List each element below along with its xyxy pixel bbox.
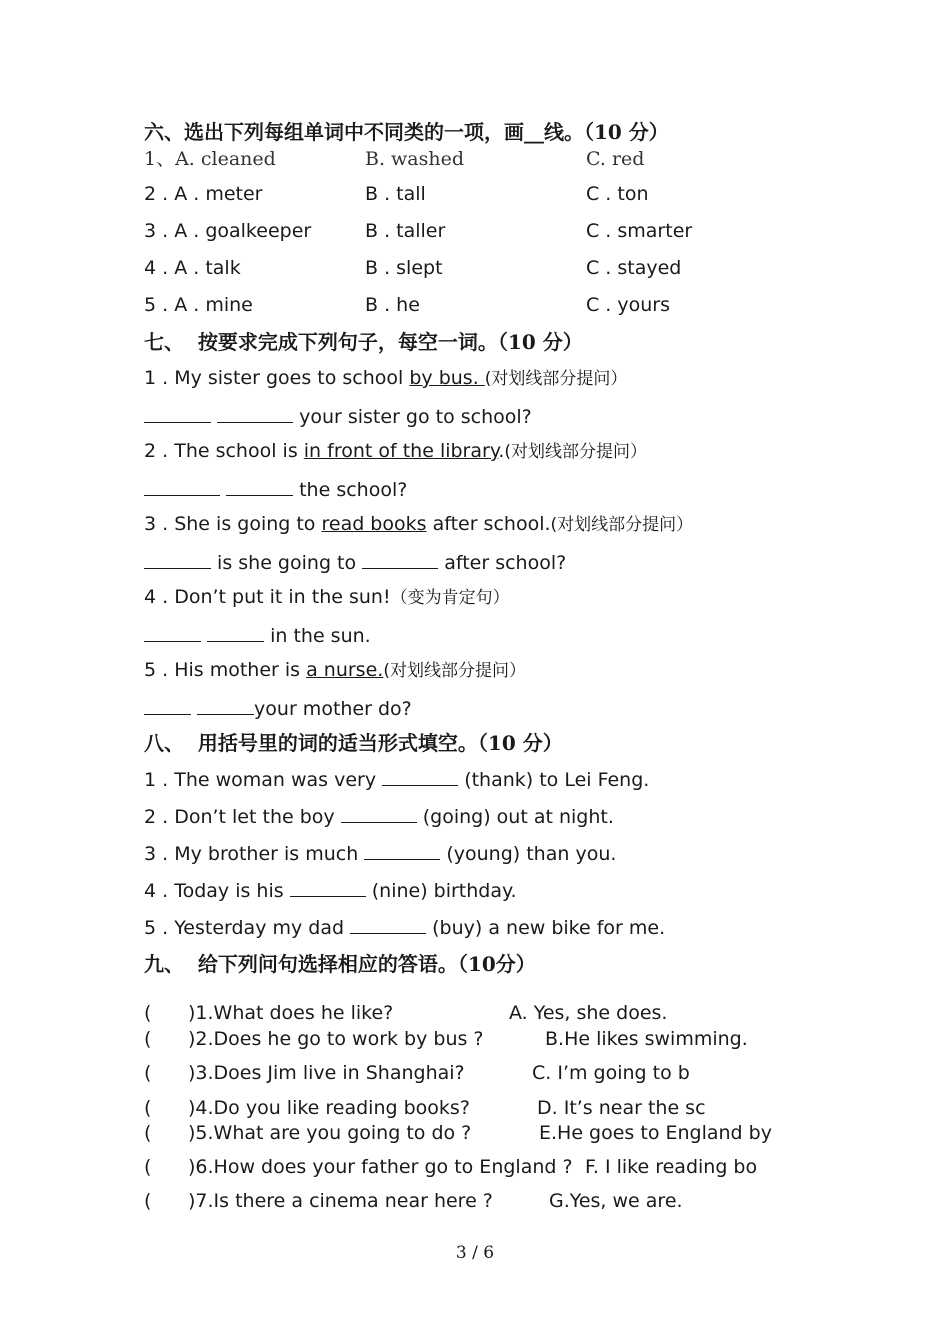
answer-blank[interactable] [362, 550, 438, 569]
s7-q5-underlined: a nurse. [306, 659, 384, 681]
s7-q3-answer-b: after school? [444, 552, 567, 574]
s7-q5 [144, 658, 526, 683]
answer-blank[interactable] [382, 767, 458, 786]
s7-q5-answer [144, 696, 412, 721]
s7-q5-answer-text: your mother do? [254, 698, 412, 720]
s7-q5-text: 5 . His mother is [144, 659, 307, 681]
answer-blank[interactable] [217, 404, 293, 423]
section8-title: 八、 用括号里的词的适当形式填空。（10 分） [144, 731, 563, 755]
answer-blank[interactable] [144, 477, 220, 496]
s6-row3-c: C . smarter [586, 220, 693, 242]
s9-row6-paren[interactable]: ( [144, 1156, 152, 1178]
answer-blank[interactable] [226, 477, 293, 496]
section9-title: 九、 给下列问句选择相应的答语。（10分） [144, 952, 536, 976]
s7-q1-answer-text: your sister go to school? [299, 406, 532, 428]
s9-row1-question: )1.What does he like? [188, 1002, 394, 1024]
s7-q2-text: 2 . The school is [144, 440, 304, 462]
s9-row3-paren[interactable]: ( [144, 1062, 152, 1084]
s7-q2-answer-text: the school? [299, 479, 408, 501]
s8-item2-pre: 2 . Don’t let the boy [144, 806, 335, 828]
s7-q3-text: 3 . She is going to [144, 513, 322, 535]
s9-row3-answer: C. I’m going to b [532, 1062, 690, 1084]
s8-item2 [144, 804, 614, 829]
answer-blank[interactable] [207, 623, 264, 642]
s7-q2-post: . [498, 440, 505, 462]
answer-blank[interactable] [350, 915, 426, 934]
s7-q3-answer [144, 550, 566, 575]
s9-row4-answer: D. It’s near the sc [537, 1097, 706, 1119]
s9-row4-paren[interactable]: ( [144, 1097, 152, 1119]
s9-row6-question: )6.How does your father go to England ? [188, 1156, 573, 1178]
s7-q4-text: 4 . Don’t put it in the sun! [144, 586, 391, 608]
s9-row6-answer: F. I like reading bo [585, 1156, 758, 1178]
s6-row4-c: C . stayed [586, 257, 682, 279]
s7-q3-underlined: read books [321, 513, 427, 535]
s9-row2-paren[interactable]: ( [144, 1028, 152, 1050]
answer-blank[interactable] [341, 804, 417, 823]
s9-row7-answer: G.Yes, we are. [549, 1190, 683, 1212]
s6-row2-c: C . ton [586, 183, 649, 205]
answer-blank[interactable] [144, 550, 211, 569]
s8-item3-pre: 3 . My brother is much [144, 843, 359, 865]
s7-q5-note: (对划线部分提问） [383, 661, 526, 681]
section6-title: 六、选出下列每组单词中不同类的一项，画__线。（10 分） [144, 120, 669, 144]
s8-item2-post: (going) out at night. [422, 806, 614, 828]
s8-item4 [144, 878, 517, 903]
s7-q1 [144, 366, 627, 391]
answer-blank[interactable] [197, 696, 254, 715]
s8-item5-pre: 5 . Yesterday my dad [144, 917, 345, 939]
answer-blank[interactable] [144, 623, 201, 642]
s7-q4-note: （变为肯定句） [390, 588, 510, 608]
s7-q4 [144, 585, 510, 610]
s8-item5 [144, 915, 665, 940]
answer-blank[interactable] [144, 404, 211, 423]
s6-row2-a: 2 . A . meter [144, 183, 263, 205]
section7-title: 七、 按要求完成下列句子，每空一词。（10 分） [144, 330, 583, 354]
s9-row2-question: )2.Does he go to work by bus ? [188, 1028, 484, 1050]
s6-row2-b: B . tall [365, 183, 426, 205]
page-number: 3 / 6 [455, 1243, 495, 1263]
s9-row4-question: )4.Do you like reading books? [188, 1097, 470, 1119]
s6-row1-b: B. washed [365, 148, 465, 170]
s9-row7-paren[interactable]: ( [144, 1190, 152, 1212]
s8-item3-post: (young) than you. [446, 843, 617, 865]
s6-row4-b: B . slept [365, 257, 443, 279]
s8-item1 [144, 767, 649, 792]
s8-item3 [144, 841, 616, 866]
s9-row1-paren[interactable]: ( [144, 1002, 152, 1024]
s7-q3-post: after school. [426, 513, 551, 535]
s9-row5-answer: E.He goes to England by [539, 1122, 772, 1144]
answer-blank[interactable] [290, 878, 366, 897]
s7-q2 [144, 439, 647, 464]
s6-row3-b: B . taller [365, 220, 446, 242]
s9-row2-answer: B.He likes swimming. [545, 1028, 748, 1050]
s7-q1-underlined: by bus. [409, 367, 485, 389]
s6-row1-a: 1、A. cleaned [144, 148, 276, 170]
s7-q4-answer [144, 623, 371, 648]
s8-item1-post: (thank) to Lei Feng. [464, 769, 650, 791]
s6-row5-c: C . yours [586, 294, 671, 316]
s7-q1-answer [144, 404, 532, 429]
s9-row5-paren[interactable]: ( [144, 1122, 152, 1144]
s7-q2-answer [144, 477, 407, 502]
answer-blank[interactable] [144, 696, 191, 715]
s6-row3-a: 3 . A . goalkeeper [144, 220, 312, 242]
s7-q1-text: 1 . My sister goes to school [144, 367, 410, 389]
s9-row5-question: )5.What are you going to do ? [188, 1122, 472, 1144]
s6-row4-a: 4 . A . talk [144, 257, 241, 279]
s7-q3-answer-a: is she going to [217, 552, 357, 574]
s7-q2-note: (对划线部分提问） [504, 442, 648, 462]
s6-row5-b: B . he [365, 294, 420, 316]
s6-row1-c: C. red [586, 148, 645, 170]
s8-item4-pre: 4 . Today is his [144, 880, 284, 902]
s9-row1-answer: A. Yes, she does. [509, 1002, 668, 1024]
s8-item4-post: (nine) birthday. [371, 880, 517, 902]
s9-row7-question: )7.Is there a cinema near here ? [188, 1190, 493, 1212]
s7-q3-note: (对划线部分提问） [550, 515, 694, 535]
s8-item1-pre: 1 . The woman was very [144, 769, 377, 791]
s7-q3 [144, 512, 693, 537]
s7-q1-note: (对划线部分提问） [484, 369, 628, 389]
s9-row3-question: )3.Does Jim live in Shanghai? [188, 1062, 465, 1084]
s7-q4-answer-text: in the sun. [270, 625, 371, 647]
s8-item5-post: (buy) a new bike for me. [432, 917, 666, 939]
s7-q2-underlined: in front of the library [303, 440, 499, 462]
s6-row5-a: 5 . A . mine [144, 294, 253, 316]
answer-blank[interactable] [364, 841, 440, 860]
